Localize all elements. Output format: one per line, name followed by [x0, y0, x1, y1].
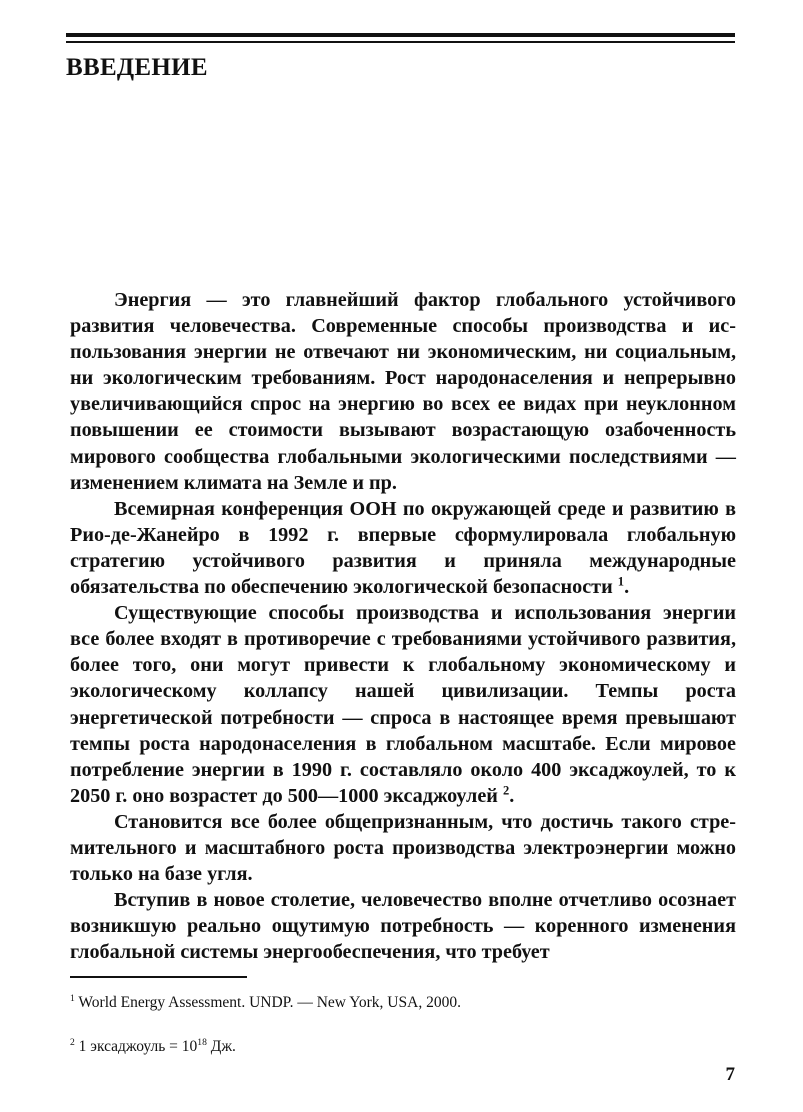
- paragraph: [70, 887, 736, 965]
- paragraph: [70, 809, 736, 887]
- footnote-exponent: 18: [197, 1036, 207, 1048]
- chapter-title: ВВЕДЕНИЕ: [66, 54, 208, 81]
- footnote-mark: 2: [70, 1036, 75, 1048]
- header-rule-thin: [66, 41, 735, 43]
- paragraph-text: Энергия — это главнейший фактор глобального устойчивого развития человечества. Современные способы производства и использования энергии не отвечают ни экономическим, ни социальным, ни экологическим требованиям. Рост народонаселения и непрерывно увеличивающийся спрос на энергию во всех ее видах при неуклонном повышении ее стоимости вызывают возрастающую озабоченность мирового сообщества глобальными экологическими последствиями — изменением климата на Земле и пр.: [70, 289, 736, 494]
- footnote-mark: 1: [70, 992, 75, 1004]
- paragraph-text: Становится все более общепризнанным, что достичь такого стремительного и масштабного роста производства электроэнергии можно только на базе угля.: [70, 810, 736, 886]
- header-rule-thick: [66, 33, 735, 37]
- footnote-text: World Energy Assessment. UNDP. — New York, USA, 2000.: [78, 994, 461, 1011]
- paragraph: [70, 496, 736, 600]
- paragraph: [70, 287, 736, 496]
- footnote-1: [70, 994, 730, 1012]
- footnote-ref-2[interactable]: 2: [502, 783, 510, 798]
- body-text: [70, 287, 736, 965]
- footnote-2: [70, 1038, 730, 1056]
- page-number: 7: [725, 1064, 735, 1085]
- footnote-separator: [70, 976, 247, 978]
- paragraph-tail: .: [624, 576, 630, 599]
- paragraph-text: Всемирная конференция ООН по окружающей среде и развитию в Рио-де-Жанейро в 1992 г. впервые сформулировала глобальную стратегию устойчивого развития и приняла международные обязательства по обеспечению экологической безопасности: [70, 497, 736, 599]
- footnote-ref-1[interactable]: 1: [617, 574, 625, 589]
- paragraph-tail: .: [509, 784, 515, 807]
- footnote-text-tail: Дж.: [206, 1038, 236, 1055]
- paragraph-text: Существующие способы производства и использования энергии все более входят в противоречие с требованиями устойчивого развития, более того, они могут привести к глобальному экономическому и экологическому коллапсу нашей цивилизации. Темпы роста энергетической потребности — спроса в настоящее время превышают темпы роста народонаселения в глобальном масштабе. Если мировое потребление энергии в 1990 г. составляло около 400 эксаджоулей, то к 2050 г. оно возрастет до 500—1000 эксаджоулей: [70, 602, 736, 807]
- paragraph-text: Вступив в новое столетие, человечество вполне отчетливо осознает возникшую реально ощутимую потребность — коренного изменения глобальной системы энергообеспечения, что требует: [70, 889, 736, 964]
- footnote-text: 1 эксаджоуль = 10: [78, 1038, 198, 1055]
- paragraph: [70, 600, 736, 809]
